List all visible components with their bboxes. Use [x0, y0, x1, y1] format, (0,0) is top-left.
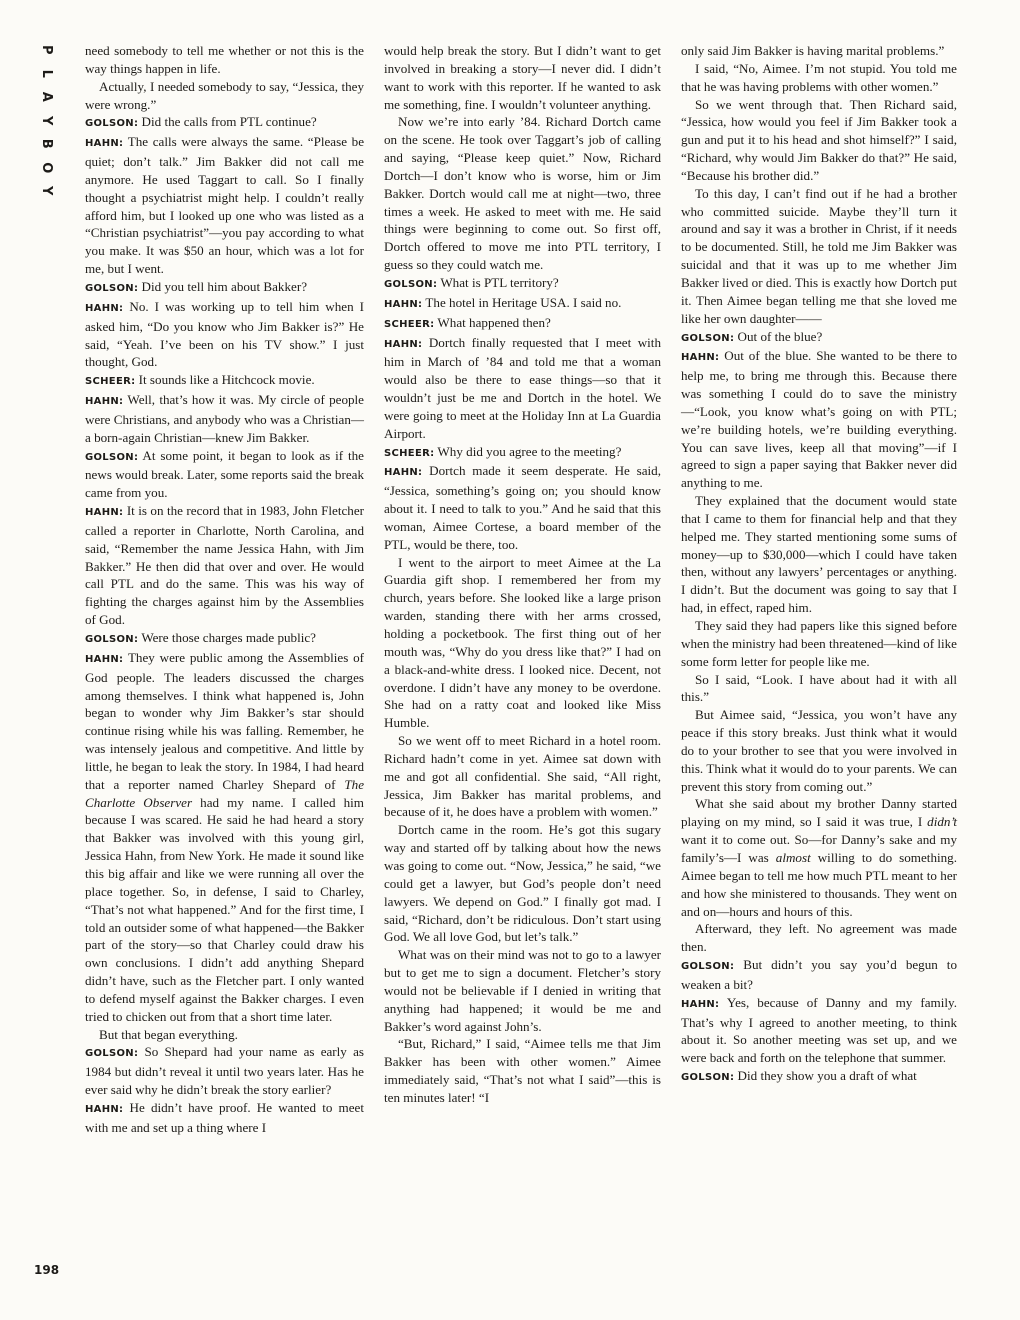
- speaker-label: GOLSON:: [681, 1072, 735, 1084]
- paragraph: What was on their mind was not to go to a lawyer but to get me to sign a document. Fletcher’s story would not be believable if I denied in writing that anything had happened; it would be me and Bakker’s word against John’s.: [384, 947, 661, 1034]
- paragraph: They said they had papers like this signed before when the ministry had been threatened—kind of like some form letter for people like me.: [681, 618, 957, 669]
- paragraph: only said Jim Bakker is having marital problems.”: [681, 43, 945, 58]
- paragraph: I went to the airport to meet Aimee at the La Guardia gift shop. I remembered her from my church, years before. She looked like a large prison warden, standing there with her arms crossed, holding a pocketbook. The first thing out of her mouth was, “Why do you dress like that?” I had on a black-and-white dress. I looked nice. Decent, not overdone. I didn’t have any money to be overdone. She had on a ratty coat and looked like Miss Humble.: [384, 554, 661, 731]
- paragraph: They explained that the document would state that I came to them for financial help and that they helped me. They started mentioning some sums of money—up to $30,000—which I could have taken then, without any lawyers’ percentages or anything. I didn’t. But the document was going to say that I had, in effect, raped him.: [681, 493, 957, 616]
- spine-letter: B: [38, 138, 54, 149]
- speaker-label: SCHEER:: [384, 318, 435, 330]
- paragraph: “But, Richard,” I said, “Aimee tells me that Jim Bakker has been with other women.” Aimee immediately said, “That’s not what I said”—this is ten minutes later! “I: [384, 1036, 661, 1105]
- speaker-label: GOLSON:: [85, 1048, 139, 1060]
- speaker-label: HAHN:: [384, 298, 423, 310]
- interview-exchange: GOLSON: Did the calls from PTL continue?: [85, 114, 317, 130]
- interview-exchange: HAHN: Dortch finally requested that I meet with him in March of ’84 and told me that a woman would also be there to ease things—so that it wouldn’t just be me and Dortch in the hotel. We were going to meet at the Holiday Inn at La Guardia Airport.: [384, 334, 661, 441]
- interview-exchange: GOLSON: So Shepard had your name as early as 1984 but didn’t reveal it until two years later. Has he ever said why he didn’t break the story earlier?: [85, 1044, 364, 1098]
- spine-letter: Y: [38, 115, 54, 125]
- interview-exchange: GOLSON: Out of the blue?: [681, 328, 823, 344]
- paragraph: I said, “No, Aimee. I’m not stupid. You told me that he was having problems with other women.”: [681, 60, 957, 94]
- paragraph: Afterward, they left. No agreement was made then.: [681, 921, 957, 955]
- speaker-label: HAHN:: [85, 302, 124, 314]
- speaker-label: HAHN:: [85, 396, 124, 408]
- interview-exchange: HAHN: The hotel in Heritage USA. I said no.: [384, 294, 622, 310]
- speaker-label: HAHN:: [85, 1103, 124, 1115]
- paragraph: So we went off to meet Richard in a hotel room. Richard hadn’t come in yet. Aimee sat down with me and got all confidential. She said, “All right, Jessica, Jim Bakker has marital problems, and because of it, he does have a problem with women.”: [384, 733, 661, 820]
- text-column-3: [681, 42, 957, 1087]
- speaker-label: HAHN:: [85, 138, 124, 150]
- paragraph: need somebody to tell me whether or not this is the way things happen in life.: [85, 43, 364, 76]
- speaker-label: HAHN:: [384, 338, 423, 350]
- interview-exchange: HAHN: Well, that’s how it was. My circle of people were Christians, and anybody who was a Christian—a born-again Christian—knew Jim Bakker.: [85, 392, 364, 445]
- page-number: 198: [34, 1263, 60, 1277]
- paragraph: What she said about my brother Danny started playing on my mind, so I said it was true, I didn’t want it to come out. So—for Danny’s sake and my family’s—I was almost willing to do something. Aimee began to tell me how much PTL meant to her and how she ministered to thousands. They went on and on—hours and hours of this.: [681, 796, 957, 919]
- interview-exchange: GOLSON: What is PTL territory?: [384, 274, 559, 290]
- spine-letter: P: [38, 44, 54, 55]
- speaker-label: SCHEER:: [384, 447, 435, 459]
- speaker-label: HAHN:: [85, 507, 124, 519]
- text-column-2: [384, 42, 661, 1107]
- text-column-1: [85, 42, 364, 1137]
- interview-exchange: HAHN: Yes, because of Danny and my family. That’s why I agreed to another meeting, to think about it. So another meeting was set up, and we were back and forth on the telephone that summer.: [681, 994, 957, 1066]
- interview-exchange: GOLSON: Did they show you a draft of what: [681, 1068, 917, 1084]
- speaker-label: SCHEER:: [85, 376, 136, 388]
- speaker-label: GOLSON:: [85, 118, 139, 130]
- interview-exchange: GOLSON: At some point, it began to look as if the news would break. Later, some reports said the break came from you.: [85, 447, 364, 501]
- interview-exchange: HAHN: The calls were always the same. “Please be quiet; don’t talk.” Jim Bakker did not call me anymore. He used Taggart to call. So I finally thought a psychiatrist might help. I couldn’t really afford him, but I looked up one who was listed as a “Christian psychiatrist”—you pay according to what you make. It was $50 an hour, which was a lot for me, but I went.: [85, 134, 365, 277]
- spine-letter: O: [38, 161, 54, 173]
- interview-exchange: HAHN: It is on the record that in 1983, John Fletcher called a reporter in Charlotte, North Carolina, and said, “Remember the name Jessica Hahn, with Jim Bakker.” He then did that over and over. He would call PTL and do the same. This was his way of fighting the charges against him by the Assemblies of God.: [85, 503, 364, 628]
- interview-exchange: HAHN: No. I was working up to tell him when I asked him, “Do you know who Jim Bakker is?” He said, “Yeah. I’ve been on his TV show.” I just thought, God.: [85, 298, 364, 370]
- spine-letter: L: [38, 69, 54, 78]
- paragraph: Actually, I needed somebody to say, “Jessica, they were wrong.”: [85, 78, 364, 112]
- paragraph: Dortch came in the room. He’s got this sugary way and started off by talking about how the news was going to come out. “Now, Jessica,” he said, “we could get a lawyer, but God’s people don’t need lawyers. We depend on God.” I finally got mad. I said, “Richard, don’t be ridiculous. Don’t start using God. We all love God, but let’s talk.”: [384, 822, 661, 945]
- interview-exchange: HAHN: He didn’t have proof. He wanted to meet with me and set up a thing where I: [85, 1099, 364, 1135]
- spine-letter: Y: [38, 186, 54, 196]
- speaker-label: HAHN:: [85, 653, 124, 665]
- speaker-label: GOLSON:: [85, 451, 139, 463]
- spine-letter: A: [38, 91, 54, 102]
- paragraph: Now we’re into early ’84. Richard Dortch came on the scene. He took over Taggart’s job of calling and saying, “Please keep quiet.” Now, Richard Dortch—I don’t know who is worse, him or Jim Bakker. Dortch would call me at night—two, three times a week. He asked to meet with me. He said things were beginning to come out. So first off, Dortch offered to move me into PTL territory, I guess so they could watch me.: [384, 114, 661, 273]
- interview-exchange: HAHN: Dortch made it seem desperate. He said, “Jessica, something’s going on; you should know about it. I need to talk to you.” And he said that this woman, Aimee Cortese, a board member of the PTL, would be there, too.: [384, 463, 662, 552]
- interview-exchange: SCHEER: It sounds like a Hitchcock movie.: [85, 372, 315, 388]
- interview-exchange: SCHEER: What happened then?: [384, 314, 551, 330]
- spine-masthead: [36, 38, 56, 203]
- paragraph: would help break the story. But I didn’t want to get involved in breaking a story—I never did. I didn’t want to work with this reporter. If he wanted to ask me something, fine. I wouldn’t volunteer anything.: [384, 43, 661, 112]
- paragraph: So I said, “Look. I have about had it with all this.”: [681, 671, 957, 705]
- speaker-label: HAHN:: [384, 467, 423, 479]
- speaker-label: GOLSON:: [384, 278, 438, 290]
- paragraph: But Aimee said, “Jessica, you won’t have any peace if this story breaks. Just think what it would do to your brother to see that you were involved in this. Think what it would do to your parents. We can prevent this story from coming out.”: [681, 707, 957, 794]
- speaker-label: GOLSON:: [85, 282, 139, 294]
- speaker-label: HAHN:: [681, 998, 720, 1010]
- paragraph: But that began everything.: [99, 1026, 238, 1042]
- speaker-label: HAHN:: [681, 352, 720, 364]
- speaker-label: GOLSON:: [681, 961, 735, 973]
- interview-exchange: SCHEER: Why did you agree to the meeting?: [384, 443, 622, 459]
- interview-exchange: HAHN: They were public among the Assemblies of God people. The leaders discussed the charges among themselves. I think what happened is, John began to wonder why Jim Bakker’s star should continue rising while his was falling. Remember, he was intensely jealous and competitive. And little by little, he began to leak the story. In 1984, I had heard that a reporter named Charley Shepard of The Charlotte Observer had my name. I called him because I was scared. He said he had heard a story that Bakker was involved with this young girl, Jessica Hahn, from New York. He made it sound like this big affair and like we were running all over the place together. So, in defense, I said to Charley, “That’s not what happened.” And for the first time, I told an outsider some of what happened—the Bakker part of the story—so that Charley could draw his own conclusions. I didn’t add anything Shepard didn’t have, such as the Fletcher part. I only wanted to defend myself against the Bakker charges. I even tried to chicken out from that a short time later.: [85, 649, 365, 1024]
- speaker-label: GOLSON:: [85, 634, 139, 645]
- speaker-label: GOLSON:: [681, 332, 735, 344]
- interview-exchange: HAHN: Out of the blue. She wanted to be there to help me, to bring me through this. Because there was something I could do to save the ministry—“Look, you know what’s going on with PTL; we’re building hotels, we’re building everything. You can save lives, keep all that moving”—if I agreed to sign a paper saying that Bakker never did anything to me.: [681, 348, 958, 491]
- paragraph: So we went through that. Then Richard said, “Jessica, how would you feel if Jim Bakker took a gun and put it to his head and shot himself?” I said, “Richard, why would Jim Bakker do that?” He said, “Because his brother did.”: [681, 96, 957, 183]
- paragraph: To this day, I can’t find out if he had a brother who committed suicide. Maybe they’ll turn it around and say it was a brother in Christ, if it needs to be documented. Still, he told me Jim Bakker was suicidal and that it was up to me whether Jim Bakker lived or died. This is exactly how Dortch put it. Then Aimee began telling me that she loved me like her own daughter——: [681, 185, 957, 326]
- interview-exchange: GOLSON: Did you tell him about Bakker?: [85, 278, 308, 294]
- interview-exchange: GOLSON: Were those charges made public?: [85, 630, 316, 645]
- interview-exchange: GOLSON: But didn’t you say you’d begun to weaken a bit?: [681, 957, 957, 992]
